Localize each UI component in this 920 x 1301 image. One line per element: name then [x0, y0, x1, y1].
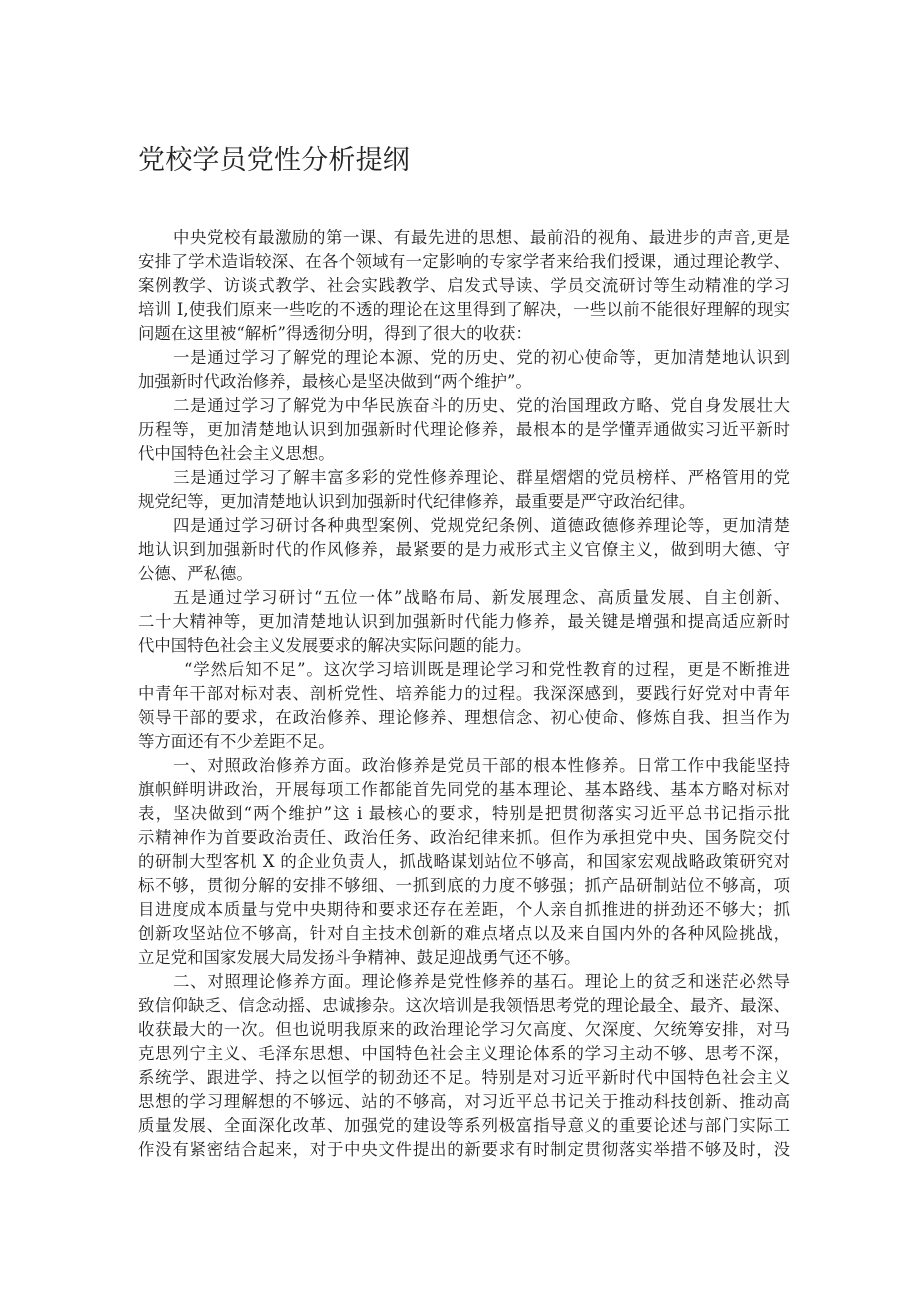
text-line: 四是通过学习研讨各种典型案例、党规党纪条例、道德政德修养理论等，更加清楚 — [173, 516, 790, 535]
text-line: 加强新时代政治修养，最核心是坚决做到“两个维护”。 — [138, 372, 532, 391]
text-line: 地认识到加强新时代的作风修养，最紧要的是力戒形式主义官僚主义，做到明大德、守 — [138, 540, 790, 559]
text-line: 表，坚决做到“两个维护”这 i 最核心的要求，特别是把贯彻落实习近平总书记指示批 — [138, 804, 790, 823]
text-line: 的研制大型客机 X 的企业负责人，抓战略谋划站位不够高，和国家宏观战略政策研究对 — [138, 852, 790, 871]
paragraph-point-two — [138, 394, 790, 466]
text-line: 创新攻坚站位不够高，针对自主技术创新的难点堵点以及来自国内外的各种风险挑战， — [138, 924, 790, 943]
text-line: 三是通过学习了解丰富多彩的党性修养理论、群星熠熠的党员榜样、严格管用的党 — [173, 468, 790, 487]
text-line: 收获最大的一次。但也说明我原来的政治理论学习欠高度、欠深度、欠统筹安排，对马 — [138, 1020, 790, 1039]
text-line: 二、对照理论修养方面。理论修养是党性修养的基石。理论上的贫乏和迷茫必然导 — [173, 972, 790, 991]
text-line: 等方面还有不少差距不足。 — [138, 732, 335, 751]
text-line: 中青年干部对标对表、剖析党性、培养能力的过程。我深深感到，要践行好党对中青年 — [138, 684, 790, 703]
text-line: 系统学、跟进学、持之以恒学的韧劲还不足。特别是对习近平新时代中国特色社会主义 — [138, 1068, 790, 1087]
text-line: 规党纪等，更加清楚地认识到加强新时代纪律修养，最重要是严守政治纪律。 — [138, 492, 696, 511]
text-line: 质量发展、全面深化改革、加强党的建设等系列极富指导意义的重要论述与部门实际工 — [138, 1116, 790, 1135]
text-line: 目进度成本质量与党中央期待和要求还存在差距，个人亲自抓推进的拼劲还不够大；抓 — [138, 900, 790, 919]
text-line: 二是通过学习了解党为中华民族奋斗的历史、党的治国理政方略、党自身发展壮大 — [173, 396, 790, 415]
page-title: 党校学员党性分析提纲 — [138, 145, 410, 176]
text-line: “学然后知不足”。这次学习培训既是理论学习和党性教育的过程，更是不断推进 — [184, 660, 790, 679]
text-line: 思想的学习理解想的不够远、站的不够高，对习近平总书记关于推动科技创新、推动高 — [138, 1092, 790, 1111]
text-line: 致信仰缺乏、信念动摇、忠诚掺杂。这次培训是我领悟思考党的理论最全、最齐、最深、 — [138, 996, 790, 1015]
text-line: 公德、严私德。 — [138, 564, 253, 583]
paragraph-section-political — [138, 754, 790, 970]
text-line: 培训 I,使我们原来一些吃的不透的理论在这里得到了解决，一些以前不能很好理解的现实 — [138, 300, 790, 319]
text-line: 代中国特色社会主义发展要求的解决实际问题的能力。 — [138, 636, 532, 655]
text-line: 克思列宁主义、毛泽东思想、中国特色社会主义理论体系的学习主动不够、思考不深， — [138, 1044, 790, 1063]
text-line: 立足党和国家发展大局发扬斗争精神、鼓足迎战勇气还不够。 — [138, 948, 581, 967]
paragraph-intro — [138, 226, 790, 346]
text-line: 中央党校有最激励的第一课、有最先进的思想、最前沿的视角、最进步的声音,更是 — [173, 228, 790, 247]
paragraph-point-three — [138, 466, 790, 514]
text-line: 一是通过学习了解党的理论本源、党的历史、党的初心使命等，更加清楚地认识到 — [173, 348, 790, 367]
paragraph-section-theory — [138, 970, 790, 1162]
paragraph-point-four — [138, 514, 790, 586]
text-line: 二十大精神等，更加清楚地认识到加强新时代能力修养，最关键是增强和提高适应新时 — [138, 612, 790, 631]
text-line: 作没有紧密结合起来，对于中央文件提出的新要求有时制定贯彻落实举措不够及时，没 — [138, 1140, 790, 1159]
text-line: 领导干部的要求，在政治修养、理论修养、理想信念、初心使命、修炼自我、担当作为 — [138, 708, 790, 727]
text-line: 问题在这里被“解析”得透彻分明，得到了很大的收获： — [138, 324, 532, 343]
text-line: 历程等，更加清楚地认识到加强新时代理论修养，最根本的是学懂弄通做实习近平新时 — [138, 420, 790, 439]
text-line: 旗帜鲜明讲政治，开展每项工作都能首先同党的基本理论、基本路线、基本方略对标对 — [138, 780, 790, 799]
paragraph-reflection — [138, 658, 790, 754]
text-line: 五是通过学习研讨“五位一体”战略布局、新发展理念、高质量发展、自主创新、 — [173, 588, 790, 607]
text-line: 安排了学术造诣较深、在各个领域有一定影响的专家学者来给我们授课，通过理论教学、 — [138, 252, 790, 271]
paragraph-point-one — [138, 346, 790, 394]
document-body — [138, 226, 790, 1162]
paragraph-point-five — [138, 586, 790, 658]
text-line: 标不够，贯彻分解的安排不够细、一抓到底的力度不够强；抓产品研制站位不够高，项 — [138, 876, 790, 895]
text-line: 示精神作为首要政治责任、政治任务、政治纪律来抓。但作为承担党中央、国务院交付 — [138, 828, 790, 847]
text-line: 案例教学、访谈式教学、社会实践教学、启发式导读、学员交流研讨等生动精准的学习 — [138, 276, 790, 295]
text-line: 代中国特色社会主义思想。 — [138, 444, 335, 463]
text-line: 一、对照政治修养方面。政治修养是党员干部的根本性修养。日常工作中我能坚持 — [173, 756, 790, 775]
